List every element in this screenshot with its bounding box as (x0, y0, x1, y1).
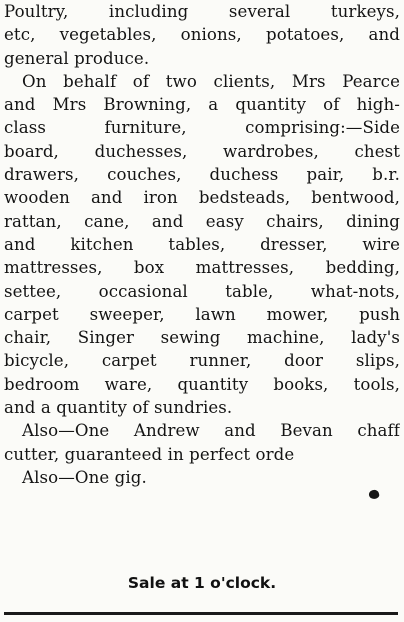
text-line: rattan, cane, and easy chairs, dining (4, 211, 400, 231)
text-line: chair, Singer sewing machine, lady's (4, 328, 400, 348)
text-line: board, duchesses, wardrobes, chest (4, 141, 400, 161)
text-line: Poultry, including several turkeys, (4, 2, 400, 21)
text-line: carpet sweeper, lawn mower, push (4, 304, 400, 324)
text-line: drawers, couches, duchess pair, b.r. (4, 165, 400, 185)
text-line: and Mrs Browning, a quantity of high- (4, 95, 400, 115)
text-line: general produce. (4, 48, 150, 68)
text-line: Also—One gig. (22, 467, 147, 487)
text-line: bicycle, carpet runner, door slips, (4, 351, 400, 371)
auction-notice-text (4, 0, 400, 489)
text-line: On behalf of two clients, Mrs Pearce (22, 71, 400, 91)
text-line: bedroom ware, quantity books, tools, (4, 374, 400, 394)
sale-time-heading: Sale at 1 o'clock. (127, 574, 277, 592)
text-line: and kitchen tables, dresser, wire (4, 234, 400, 254)
text-line: and a quantity of sundries. (4, 398, 233, 418)
divider-rule (4, 612, 398, 615)
text-line: cutter, guaranteed in perfect orde (4, 444, 295, 464)
ink-blot (368, 489, 380, 501)
text-line: wooden and iron bedsteads, bentwood, (4, 188, 400, 208)
text-line: etc, vegetables, onions, potatoes, and (4, 25, 400, 45)
text-line: settee, occasional table, what-nots, (4, 281, 400, 301)
text-line: mattresses, box mattresses, bedding, (4, 258, 400, 278)
text-line: class furniture, comprising:—Side (4, 118, 400, 138)
text-line: Also—One Andrew and Bevan chaff (22, 421, 400, 441)
